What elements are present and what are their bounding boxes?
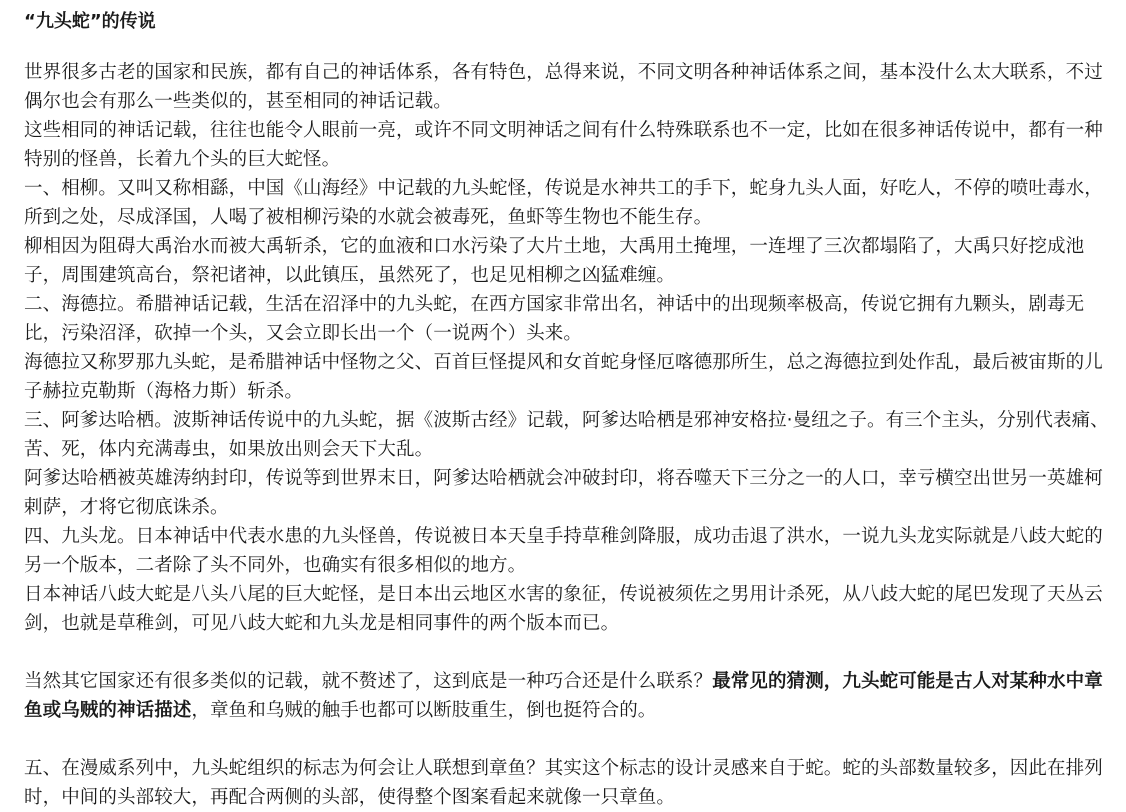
paragraph-xiangliu-1: 一、相柳。又叫又称相繇，中国《山海经》中记载的九头蛇怪，传说是水神共工的手下，蛇身九头人面，好吃人，不停的喷吐毒水，所到之处，尽成泽国，人喝了被相柳污染的水就会被毒死，鱼虾等生物也不能生存。 xyxy=(24,178,1103,228)
paragraph-spacer xyxy=(24,725,1112,754)
paragraph-dahaka-2: 阿爹达哈栖被英雄涛纳封印，传说等到世界末日，阿爹达哈栖就会冲破封印，将吞噬天下三分之一的人口，幸亏横空出世另一英雄柯剌萨，才将它彻底诛杀。 xyxy=(24,468,1103,518)
paragraph-intro-1: 世界很多古老的国家和民族，都有自己的神话体系，各有特色，总得来说，不同文明各种神话体系之间，基本没什么太大联系，不过偶尔也会有那么一些类似的，甚至相同的神话记载。 xyxy=(24,62,1103,112)
conclusion-text-before: 当然其它国家还有很多类似的记载，就不赘述了，这到底是一种巧合还是什么联系？ xyxy=(24,671,713,692)
paragraph-marvel: 五、在漫威系列中，九头蛇组织的标志为何会让人联想到章鱼？其实这个标志的设计灵感来自于蛇。蛇的头部数量较多，因此在排列时，中间的头部较大，再配合两侧的头部，使得整个图案看起来就像一只章鱼。 xyxy=(24,758,1103,808)
paragraph-dahaka-1: 三、阿爹达哈栖。波斯神话传说中的九头蛇，据《波斯古经》记载，阿爹达哈栖是邪神安格拉·曼纽之子。有三个主头，分别代表痛、苦、死，体内充满毒虫，如果放出则会天下大乱。 xyxy=(24,410,1109,460)
paragraph-kuzuryu-2: 日本神话八歧大蛇是八头八尾的巨大蛇怪，是日本出云地区水害的象征，传说被须佐之男用计杀死，从八歧大蛇的尾巴发现了天丛云剑，也就是草稚剑，可见八歧大蛇和九头龙是相同事件的两个版本而已。 xyxy=(24,584,1103,634)
article-title: “九头蛇”的传说 xyxy=(24,11,156,32)
conclusion-highlight: 最常见的猜测，九头蛇可能是古人对某种水中章鱼或乌贼的神话描述 xyxy=(24,671,1103,721)
paragraph-intro-2: 这些相同的神话记载，往往也能令人眼前一亮，或许不同文明神话之间有什么特殊联系也不一定，比如在很多神话传说中，都有一种特别的怪兽，长着九个头的巨大蛇怪。 xyxy=(24,120,1103,170)
conclusion-text-after: ，章鱼和乌贼的触手也都可以断肢重生，倒也挺符合的。 xyxy=(191,700,657,721)
paragraph-hydra-2: 海德拉又称罗那九头蛇，是希腊神话中怪物之父、百首巨怪提风和女首蛇身怪厄喀德那所生，总之海德拉到处作乱，最后被宙斯的儿子赫拉克勒斯（海格力斯）斩杀。 xyxy=(24,352,1103,402)
paragraph-conclusion xyxy=(24,667,1112,725)
paragraph-hydra-1: 二、海德拉。希腊神话记载，生活在沼泽中的九头蛇，在西方国家非常出名，神话中的出现频率极高，传说它拥有九颗头，剧毒无比，污染沼泽，砍掉一个头，又会立即长出一个（一说两个）头来。 xyxy=(24,294,1085,344)
paragraph-spacer xyxy=(24,638,1112,667)
paragraph-kuzuryu-1: 四、九头龙。日本神话中代表水患的九头怪兽，传说被日本天皇手持草稚剑降服，成功击退了洪水，一说九头龙实际就是八歧大蛇的另一个版本，二者除了头不同外，也确实有很多相似的地方。 xyxy=(24,526,1103,576)
paragraph-xiangliu-2: 柳相因为阻碍大禹治水而被大禹斩杀，它的血液和口水污染了大片土地，大禹用土掩埋，一连埋了三次都塌陷了，大禹只好挖成池子，周围建筑高台，祭祀诸神，以此镇压，虽然死了，也足见相柳之凶猛难缠。 xyxy=(24,236,1085,286)
